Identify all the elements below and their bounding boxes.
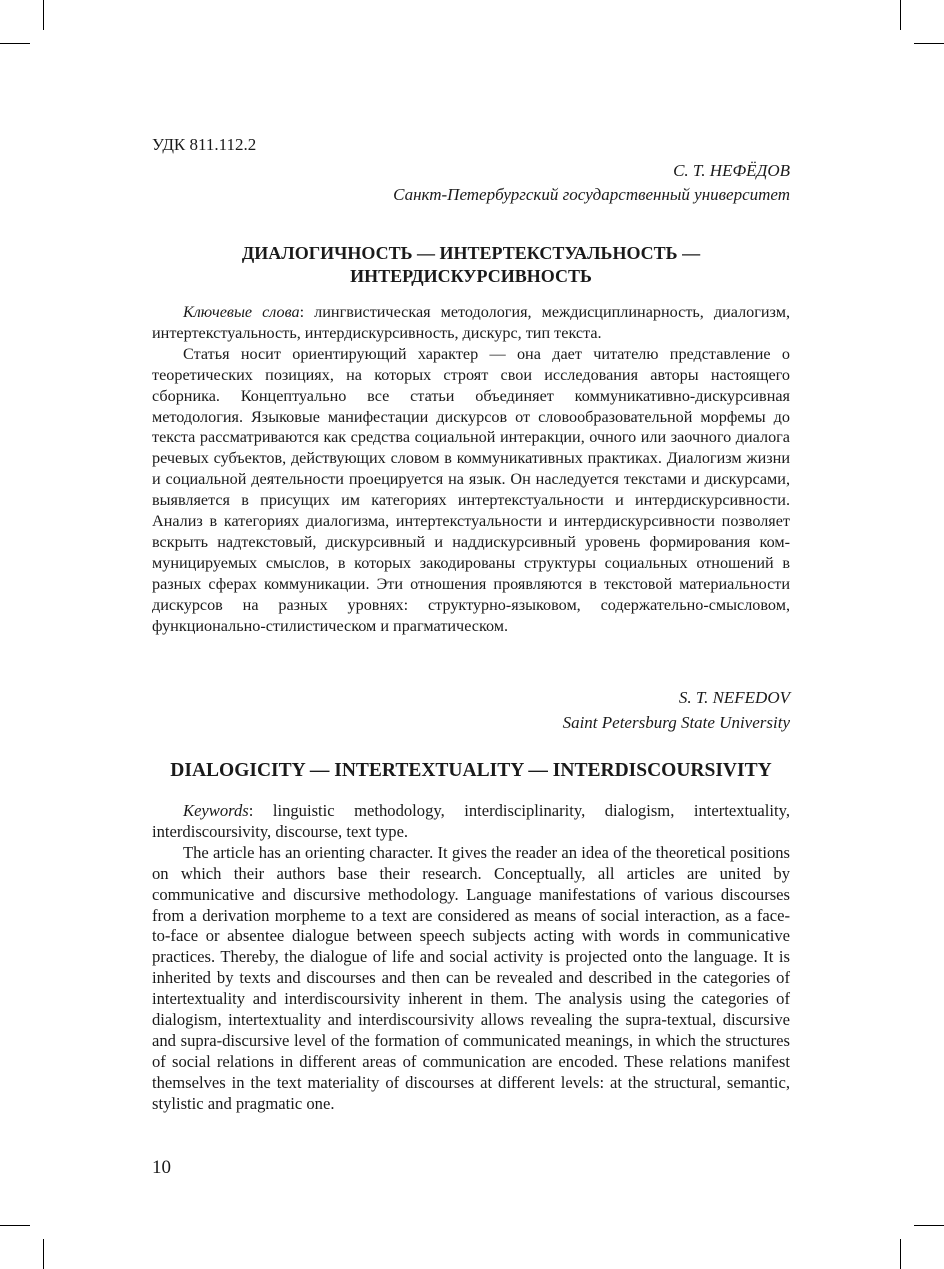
en-affiliation: Saint Petersburg State University bbox=[562, 713, 790, 732]
crop-mark bbox=[43, 1239, 44, 1269]
crop-mark bbox=[900, 0, 901, 30]
ru-title-line-1: ДИАЛОГИЧНОСТЬ — ИНТЕРТЕКСТУАЛЬНОСТЬ — bbox=[241, 243, 701, 263]
page-number: 10 bbox=[152, 1157, 171, 1178]
crop-mark bbox=[0, 1225, 30, 1226]
ru-keywords-label: Ключевые слова bbox=[183, 303, 300, 321]
ru-title bbox=[152, 242, 790, 288]
en-title: DIALOGICITY — INTERTEXTUALITY — INTERDISCOURSIVITY bbox=[170, 760, 772, 781]
udk-code: УДК 811.112.2 bbox=[152, 135, 257, 154]
en-abstract-block bbox=[152, 801, 790, 1115]
ru-abstract-block bbox=[152, 302, 790, 637]
ru-keywords bbox=[152, 302, 790, 344]
en-keywords bbox=[152, 801, 790, 843]
ru-affiliation: Санкт-Петербургский государственный университет bbox=[393, 185, 790, 204]
ru-author: С. Т. НЕФЁДОВ bbox=[673, 161, 790, 180]
crop-mark bbox=[43, 0, 44, 30]
crop-mark bbox=[0, 43, 30, 44]
ru-abstract: Статья носит ориентирующий характер — она дает читателю представление о теоретических позициях, на которых строят свои исследования авторы настоящего сборника. Концептуально все статьи объединяет коммуникативно-дискурсивная методология. Языковые манифестации дискурсов от словообразовательной морфемы до текста рассматриваются как средства социальной интеракции, очного или заочного диалога речевых субъектов, действующих словом в коммуникативных практиках. Диалогизм жизни и социальной деятельности проецируется на язык. Он наследуется текстами и дискурсами, выявляется в присущих им категориях интертекстуальности и интердискурсивности. Анализ в категориях диалогизма, интертекстуальности и интердискурсивности позволяет вскрыть надтекстовый, дискурсивный и наддискурсивный уровень формирования коммуницируемых смыслов, в которых закодированы структуры социальных отношений в разных сферах коммуникации. Эти отношения проявляются в текстовой материальности дискурсов на разных уровнях: структурно-языковом, содержательно-смысловом, функционально-стилистическом и прагматическом. bbox=[152, 344, 790, 635]
crop-mark bbox=[914, 43, 944, 44]
en-keywords-text: : linguistic methodology, interdisciplinarity, dialogism, intertextuality, interdiscoursivity, discourse, text type. bbox=[152, 801, 790, 841]
en-keywords-label: Keywords bbox=[183, 801, 249, 820]
en-abstract: The article has an orienting character. It gives the reader an idea of the theoretical positions on which their authors base their research. Conceptually, all articles are united by communicative and discursive methodology. Language manifestations of various discourses from a derivation morpheme to a text are considered as means of social interaction, as a face-to-face or absentee dialogue between speech subjects acting with words in communicative practices. Thereby, the dialogue of life and social activity is projected onto the language. It is inherited by texts and discourses and then can be revealed and described in the categories of intertextuality and interdiscoursivity inherent in them. The analysis using the categories of dialogism, intertextuality and interdiscoursivity allows revealing the supra-textual, discursive and supra-discursive level of the formation of communicated meanings, in which the structures of social relations in different areas of communication are encoded. These relations manifest themselves in the text materiality of discourses at different levels: at the structural, semantic, stylistic and pragmatic one. bbox=[152, 842, 790, 1113]
crop-mark bbox=[900, 1239, 901, 1269]
en-author: S. T. NEFEDOV bbox=[678, 688, 790, 707]
ru-title-line-2: ИНТЕРДИСКУРСИВНОСТЬ bbox=[350, 266, 592, 286]
crop-mark bbox=[914, 1225, 944, 1226]
ru-keywords-text: : лингвистическая методология, междисциплинарность, диалогизм, интертекстуальность, интердискурсивность, дискурс, тип текста. bbox=[152, 303, 790, 342]
